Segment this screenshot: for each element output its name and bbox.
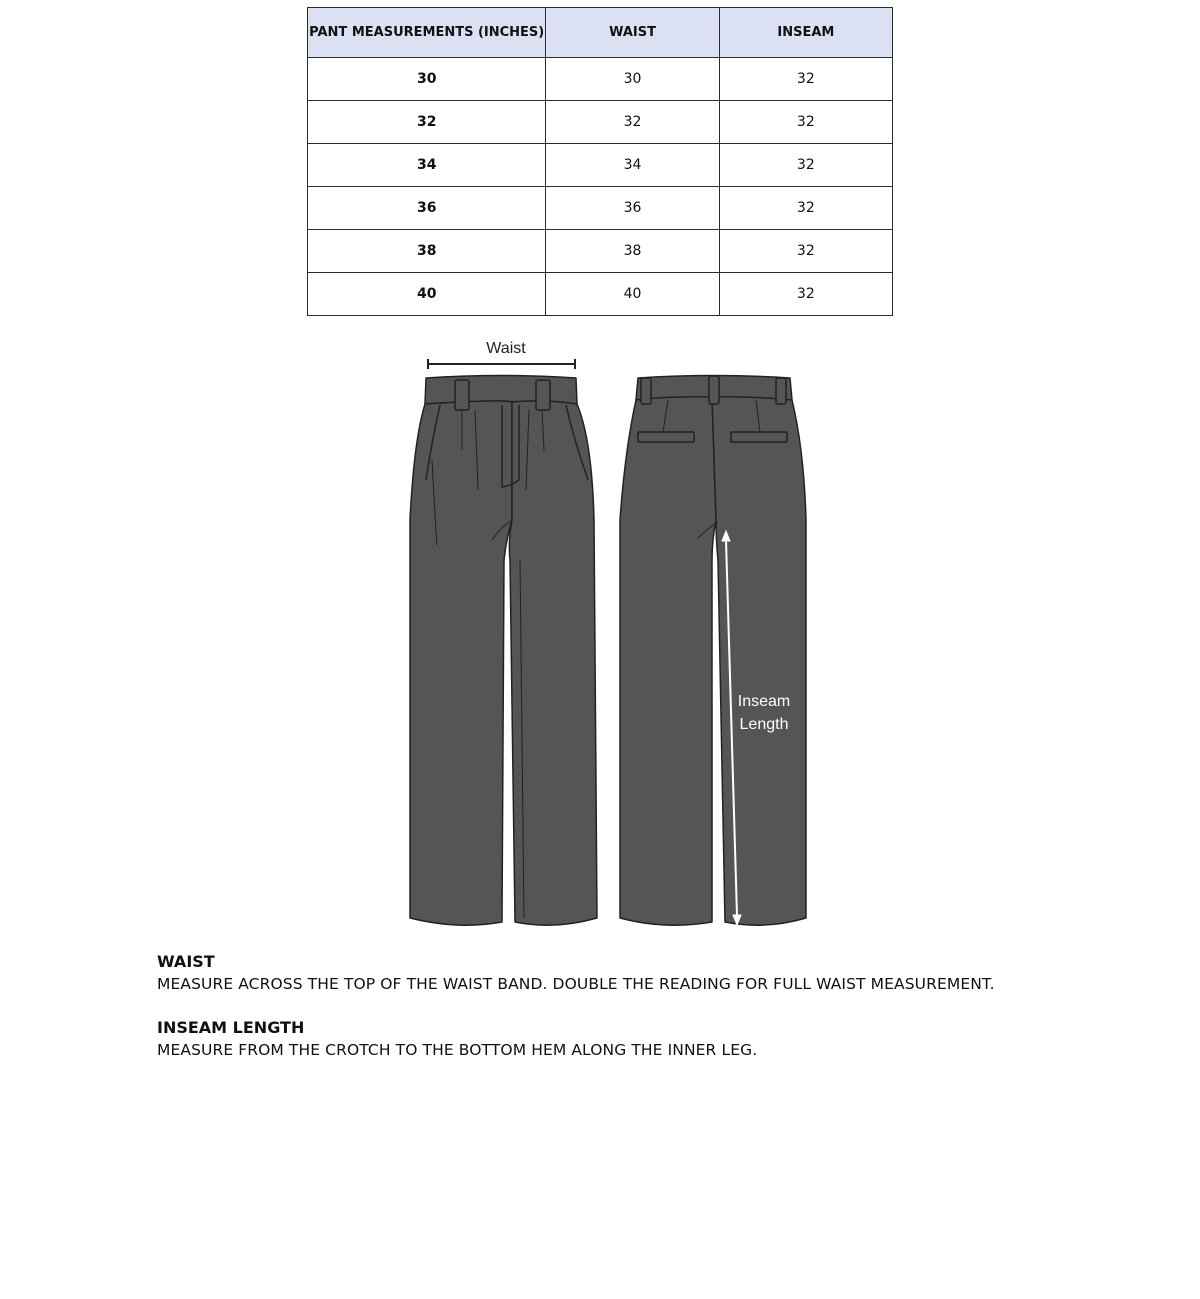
table-row: [308, 101, 893, 144]
size-cell: 40: [308, 273, 546, 316]
table-row: [308, 273, 893, 316]
waist-cell: 40: [546, 273, 719, 316]
inseam-cell: 32: [719, 273, 892, 316]
waist-note-title: WAIST: [157, 952, 215, 971]
inseam-label-line1: Inseam: [737, 693, 791, 710]
waist-measure-bar: [428, 359, 575, 369]
pants-measurement-diagram: [400, 330, 820, 935]
inseam-cell: 32: [719, 230, 892, 273]
measurement-instructions: [157, 951, 1157, 1083]
back-pants-illustration: [620, 376, 806, 926]
inseam-cell: 32: [719, 187, 892, 230]
inseam-note-body: MEASURE FROM THE CROTCH TO THE BOTTOM HEM ALONG THE INNER LEG.: [157, 1041, 758, 1059]
inseam-cell: 32: [719, 58, 892, 101]
inseam-note-title: INSEAM LENGTH: [157, 1018, 305, 1037]
waist-cell: 38: [546, 230, 719, 273]
waist-label: Waist: [486, 340, 526, 357]
size-cell: 30: [308, 58, 546, 101]
waist-cell: 30: [546, 58, 719, 101]
inseam-cell: 32: [719, 101, 892, 144]
waist-cell: 34: [546, 144, 719, 187]
inseam-cell: 32: [719, 144, 892, 187]
front-pants-illustration: [410, 376, 597, 926]
table-row: [308, 58, 893, 101]
waist-note: [157, 951, 1157, 995]
waist-cell: 32: [546, 101, 719, 144]
header-inseam: INSEAM: [719, 8, 892, 58]
inseam-label-line2: Length: [739, 716, 789, 733]
table-header-row: [308, 8, 893, 58]
table-row: [308, 187, 893, 230]
size-cell: 32: [308, 101, 546, 144]
header-pant-measurements: PANT MEASUREMENTS (INCHES): [308, 8, 546, 58]
size-cell: 34: [308, 144, 546, 187]
table-row: [308, 144, 893, 187]
waist-note-body: MEASURE ACROSS THE TOP OF THE WAIST BAND. DOUBLE THE READING FOR FULL WAIST MEASUREMENT.: [157, 975, 995, 993]
header-waist: WAIST: [546, 8, 719, 58]
table-row: [308, 230, 893, 273]
size-chart-table: [307, 7, 893, 316]
size-cell: 36: [308, 187, 546, 230]
size-cell: 38: [308, 230, 546, 273]
waist-cell: 36: [546, 187, 719, 230]
inseam-note: [157, 1017, 1157, 1061]
